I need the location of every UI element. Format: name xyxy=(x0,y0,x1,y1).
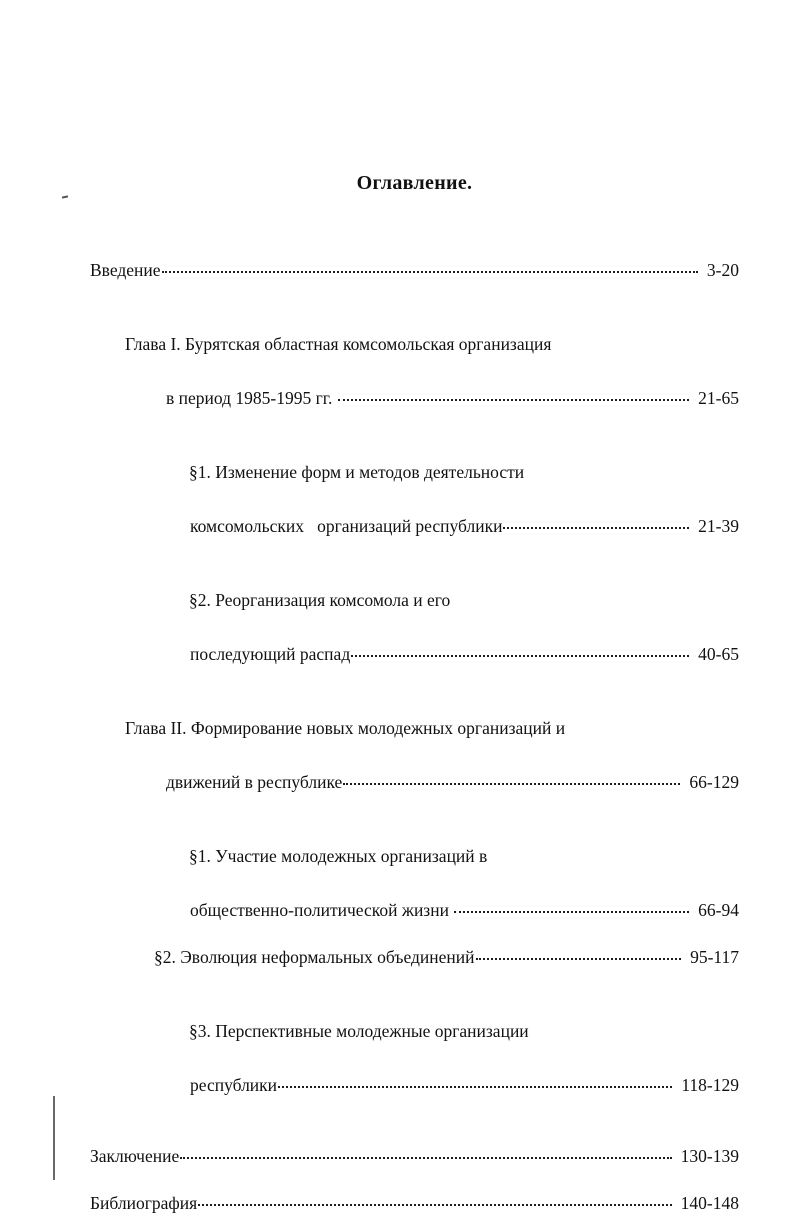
dot-leader xyxy=(476,958,682,960)
toc-line xyxy=(154,560,739,641)
page-range: 140-148 xyxy=(680,1193,739,1213)
toc-entry-ch2-s3 xyxy=(90,991,739,1099)
dot-leader xyxy=(503,527,689,529)
toc-line xyxy=(90,304,739,385)
dot-leader xyxy=(180,1157,671,1159)
dot-leader xyxy=(454,911,689,913)
scan-artifact xyxy=(62,195,68,198)
toc-line xyxy=(190,641,739,668)
dot-leader xyxy=(343,783,680,785)
toc-entry-ch2-s1 xyxy=(90,816,739,924)
toc-line xyxy=(90,1190,739,1217)
toc-text: комсомольских организаций республики xyxy=(190,516,503,536)
toc-entry-ch1-s1 xyxy=(90,432,739,540)
toc-line xyxy=(166,769,739,796)
toc-text: республики xyxy=(190,1075,278,1095)
toc-text: движений в республике xyxy=(166,772,343,792)
toc-entry-ch1-s2 xyxy=(90,560,739,668)
toc-line xyxy=(90,688,739,769)
page-range: 118-129 xyxy=(681,1075,739,1095)
toc-line xyxy=(90,257,739,284)
toc-entry-bibliography xyxy=(90,1190,739,1217)
toc-text: последующий распад xyxy=(190,644,351,664)
page-range: 21-39 xyxy=(698,516,739,536)
toc-line xyxy=(190,1072,739,1099)
toc-text: Заключение xyxy=(90,1146,180,1166)
page-range: 3-20 xyxy=(706,260,739,280)
toc-line xyxy=(154,991,739,1072)
dot-leader xyxy=(351,655,689,657)
toc-text: §1. Участие молодежных организаций в xyxy=(189,846,488,866)
page-title: Оглавление. xyxy=(356,172,473,194)
toc-text: §2. Эволюция неформальных объединений xyxy=(154,947,475,967)
toc-text: Библиография xyxy=(90,1193,198,1213)
page-range: 40-65 xyxy=(698,644,739,664)
page-range: 130-139 xyxy=(680,1146,739,1166)
toc-text: Глава I. Бурятская областная комсомольская организация xyxy=(125,334,552,354)
toc-line xyxy=(154,944,739,971)
toc-entry-ch2-s2 xyxy=(90,944,739,971)
dot-leader xyxy=(198,1204,671,1206)
dot-leader xyxy=(338,399,689,401)
toc-text: §2. Реорганизация комсомола и его xyxy=(189,590,451,610)
dot-leader xyxy=(162,271,698,273)
page-range: 95-117 xyxy=(690,947,739,967)
toc-text: §3. Перспективные молодежные организации xyxy=(189,1021,529,1041)
toc-text: Введение xyxy=(90,260,161,280)
toc-line xyxy=(154,816,739,897)
toc-entry-chapter-1 xyxy=(90,304,739,412)
toc-line xyxy=(190,897,739,924)
toc-line xyxy=(90,1143,739,1170)
page-range: 66-94 xyxy=(698,900,739,920)
toc-line xyxy=(190,513,739,540)
page-range: 66-129 xyxy=(689,772,739,792)
toc-line xyxy=(154,432,739,513)
toc-text: §1. Изменение форм и методов деятельности xyxy=(189,462,525,482)
toc-entry-chapter-2 xyxy=(90,688,739,796)
toc-entry-introduction xyxy=(90,257,739,284)
toc-text: в период 1985-1995 гг. xyxy=(166,388,337,408)
page-range: 21-65 xyxy=(698,388,739,408)
table-of-contents xyxy=(90,257,739,1217)
toc-line xyxy=(166,385,739,412)
dot-leader xyxy=(278,1086,672,1088)
scan-edge-artifact xyxy=(53,1096,55,1180)
toc-text: Глава II. Формирование новых молодежных организаций и xyxy=(125,718,566,738)
toc-text: общественно-политической жизни xyxy=(190,900,454,920)
toc-entry-conclusion xyxy=(90,1143,739,1170)
